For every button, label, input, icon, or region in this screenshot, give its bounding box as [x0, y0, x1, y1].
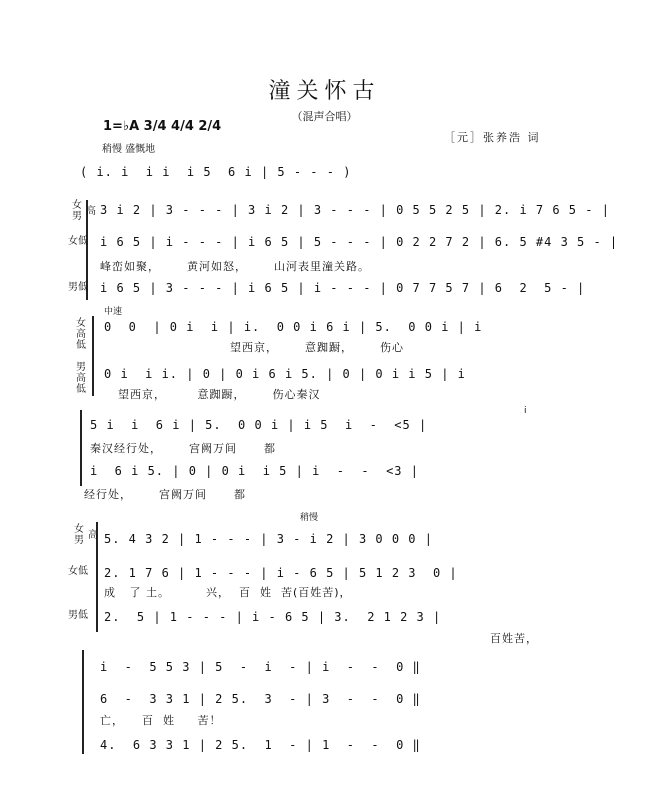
label-alto: 女低	[68, 566, 88, 577]
system-bracket	[82, 650, 84, 754]
lyric-lower: 经行处， 宫阙万间 都	[84, 488, 246, 501]
part-bass: 4. 6 3 3 1 | 2 5. 1 - | 1 - - 0 ‖	[100, 738, 421, 752]
part-bass: i 6 5 | 3 - - - | i 6 5 | i - - - | 0 7 7 5 7 | 6 2 5 - |	[100, 281, 586, 295]
label-high: 高	[88, 530, 98, 541]
lyric-upper: 秦汉经行处， 宫阙万间 都	[90, 442, 276, 455]
system-bracket	[80, 410, 82, 486]
label-soprano-tenor: 女 男	[72, 200, 82, 222]
tempo-change: 稍慢	[300, 513, 319, 523]
upper-note-above: i	[524, 406, 527, 416]
part-soprano: i - 5 5 3 | 5 - i - | i - - 0 ‖	[100, 660, 421, 674]
tempo-change: 中速	[104, 307, 123, 317]
key-signature: 1=♭A 3/4 4/4 2/4	[103, 119, 222, 134]
label-soprano-tenor: 女 男	[74, 524, 84, 546]
part-upper: 5 i i 6 i | 5. 0 0 i | i 5 i - <5 |	[90, 418, 428, 432]
label-female: 女 高 低	[76, 318, 86, 351]
part-alto: 6 - 3 3 1 | 2 5. 3 - | 3 - - 0 ‖	[100, 692, 421, 706]
lyric-upper: 望西京， 意踟蹰， 伤心	[230, 341, 404, 354]
lyric-line: 峰峦如聚， 黄河如怒， 山河表里潼关路。	[100, 260, 370, 273]
part-bass: 2. 5 | 1 - - - | i - 6 5 | 3. 2 1 2 3 |	[104, 610, 442, 624]
part-soprano: 3 i 2 | 3 - - - | 3 i 2 | 3 - - - | 0 5 5 2 5 | 2. i 7 6 5 - |	[100, 203, 610, 217]
part-soprano: 5. 4 3 2 | 1 - - - | 3 - i 2 | 3 0 0 0 |	[104, 532, 433, 546]
lyric-line: 亡， 百 姓 苦！	[100, 714, 222, 727]
part-upper: 0 0 | 0 i i | i. 0 0 i 6 i | 5. 0 0 i | i	[104, 320, 483, 334]
tempo-marking: 稍慢 盛慨地	[102, 144, 156, 155]
part-lower: 0 i i i. | 0 | 0 i 6 i 5. | 0 | 0 i i 5 | i	[104, 367, 466, 381]
lyric-bass: 百姓苦，	[490, 632, 538, 645]
part-alto: i 6 5 | i - - - | i 6 5 | 5 - - - | 0 2 2 7 2 | 6. 5 #4 3 5 - |	[100, 235, 619, 249]
lyric-line: 成 了 土。 兴， 百 姓 苦(百姓苦)，	[104, 586, 352, 599]
lyric-lower: 望西京， 意踟蹰， 伤心秦汉	[118, 388, 321, 401]
part-alto: 2. 1 7 6 | 1 - - - | i - 6 5 | 5 1 2 3 0 |	[104, 566, 458, 580]
system-bracket	[92, 316, 94, 396]
part-lower: i 6 i 5. | 0 | 0 i i 5 | i - - <3 |	[90, 464, 419, 478]
label-alto: 女低	[68, 236, 88, 247]
label-high: 高	[86, 206, 96, 217]
subtitle: （混声合唱）	[291, 110, 358, 123]
label-bass: 男低	[68, 610, 88, 621]
label-male: 男 高 低	[76, 362, 86, 395]
label-bass: 男低	[68, 282, 88, 293]
intro-notes: ( i. i i i i 5 6 i | 5 - - - )	[80, 165, 352, 179]
page-title: 潼关怀古	[268, 79, 381, 104]
lyricist: ［元］张养浩 词	[444, 131, 541, 144]
